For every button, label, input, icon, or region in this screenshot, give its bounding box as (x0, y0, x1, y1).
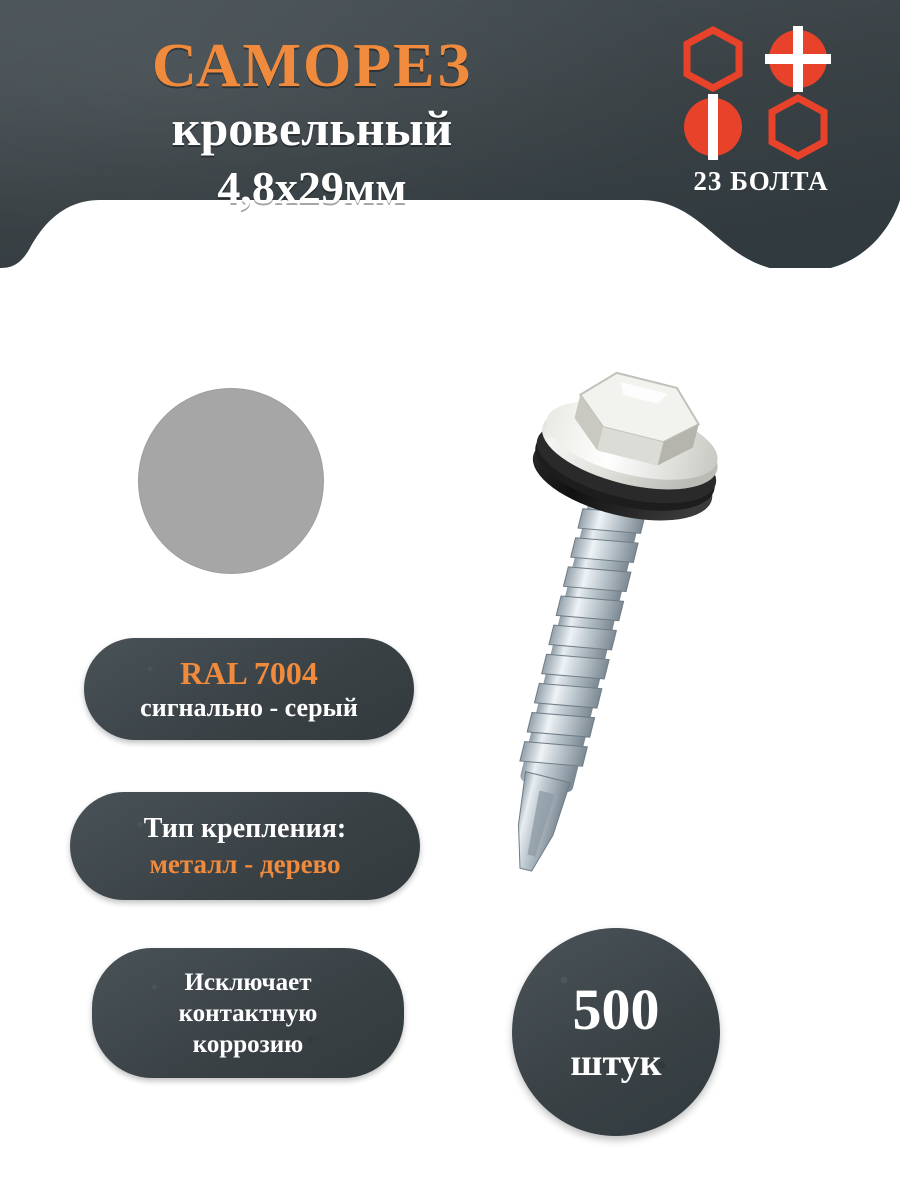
mounting-type-pill (70, 792, 420, 900)
title-block (62, 34, 562, 214)
product-size: 4,8х29мм (217, 162, 407, 213)
content-area (0, 268, 900, 1200)
brand-logo (656, 26, 866, 197)
corrosion-line-3: коррозию (192, 1030, 304, 1058)
product-subtitle: кровельный (171, 100, 453, 156)
quantity-badge (512, 928, 720, 1136)
bolt-heads-logo-icon (675, 26, 847, 160)
corrosion-pill (92, 948, 404, 1078)
roofing-screw-image (430, 278, 760, 898)
corrosion-line-1: Исключает (184, 968, 312, 996)
brand-name: 23 БОЛТА (693, 166, 829, 196)
product-title: САМОРЕЗ (152, 32, 472, 100)
quantity-number: 500 (572, 977, 660, 1042)
quantity-unit: штук (570, 1042, 662, 1084)
ral-pill (84, 638, 414, 740)
corrosion-line-2: контактную (178, 999, 318, 1027)
mounting-type-label: Тип крепления: (143, 813, 347, 844)
color-swatch (138, 388, 324, 574)
mounting-type-value: металл - дерево (149, 849, 341, 879)
ral-code: RAL 7004 (180, 655, 318, 691)
ral-color-name: сигнально - серый (140, 693, 358, 722)
